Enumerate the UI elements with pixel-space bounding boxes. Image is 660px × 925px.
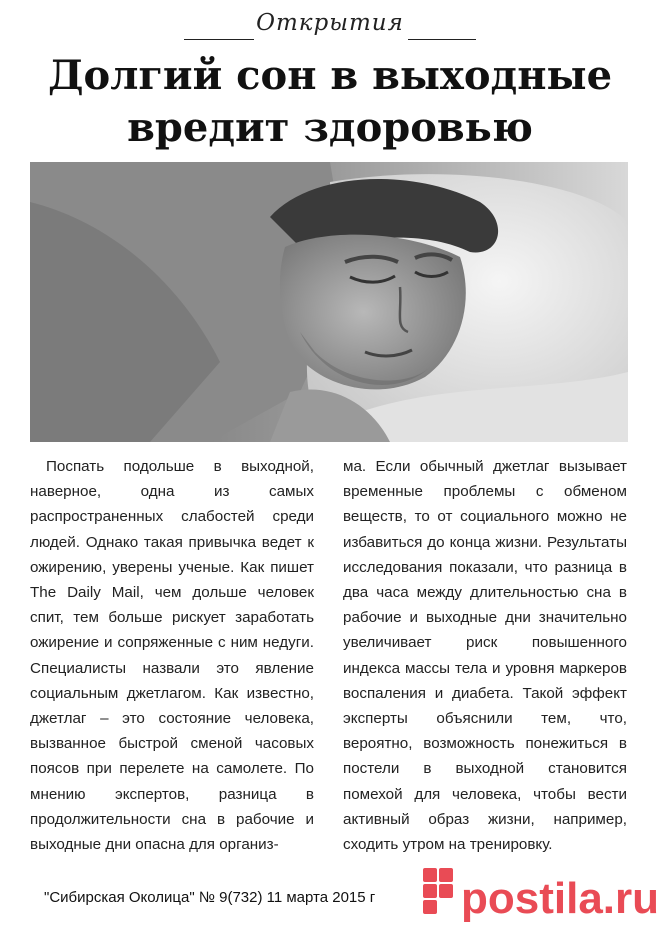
article-column-left (30, 454, 314, 857)
rubric-title: Открытия (256, 10, 404, 36)
rubric-rule-left (184, 39, 254, 40)
rubric-rule-right (408, 39, 476, 40)
publication-footer: "Сибирская Околица" № 9(732) 11 марта 2015 г (44, 889, 376, 906)
article-column-right (343, 454, 627, 857)
article-paragraph-right: ма. Если обычный джетлаг вызывает временные проблемы с обменом веществ, то от социального можно не избавиться до конца жизни. Результаты исследования показали, что разница в два часа между длительностью сна в рабочие и выходные дни значительно увеличивает риск повышенного индекса массы тела и уровня маркеров воспаления и диабета. Такой эффект эксперты объяснили тем, что, вероятно, возможность понежиться в постели в выходной становится помехой для человека, чтобы вести активный образ жизни, например, сходить утром на тренировку. (343, 458, 627, 854)
sleeping-man-photo (30, 162, 628, 442)
article-paragraph-left: Поспать подольше в выходной, наверное, одна из самых распространенных слабостей среди людей. Однако такая привычка ведет к ожирению, уверены ученые. Как пишет The Daily Mail, чем дольше человек спит, тем больше рискует заработать ожирение и сопряженные с ним недуги. Специалисты назвали это явление социальным джетлагом. Как известно, джетлаг – это состояние человека, вызванное быстрой сменой часовых поясов при перелете на самолете. По мнению экспертов, разница в продолжительности сна в рабочие и выходные дни опасна для организ- (30, 458, 314, 854)
headline-line-2: вредит здоровью (127, 104, 533, 151)
headline-line-1: Долгий сон в выходные (47, 52, 613, 99)
postila-watermark-logo (415, 856, 660, 925)
article-headline (20, 50, 640, 154)
watermark-text: postila.ru (461, 874, 660, 923)
